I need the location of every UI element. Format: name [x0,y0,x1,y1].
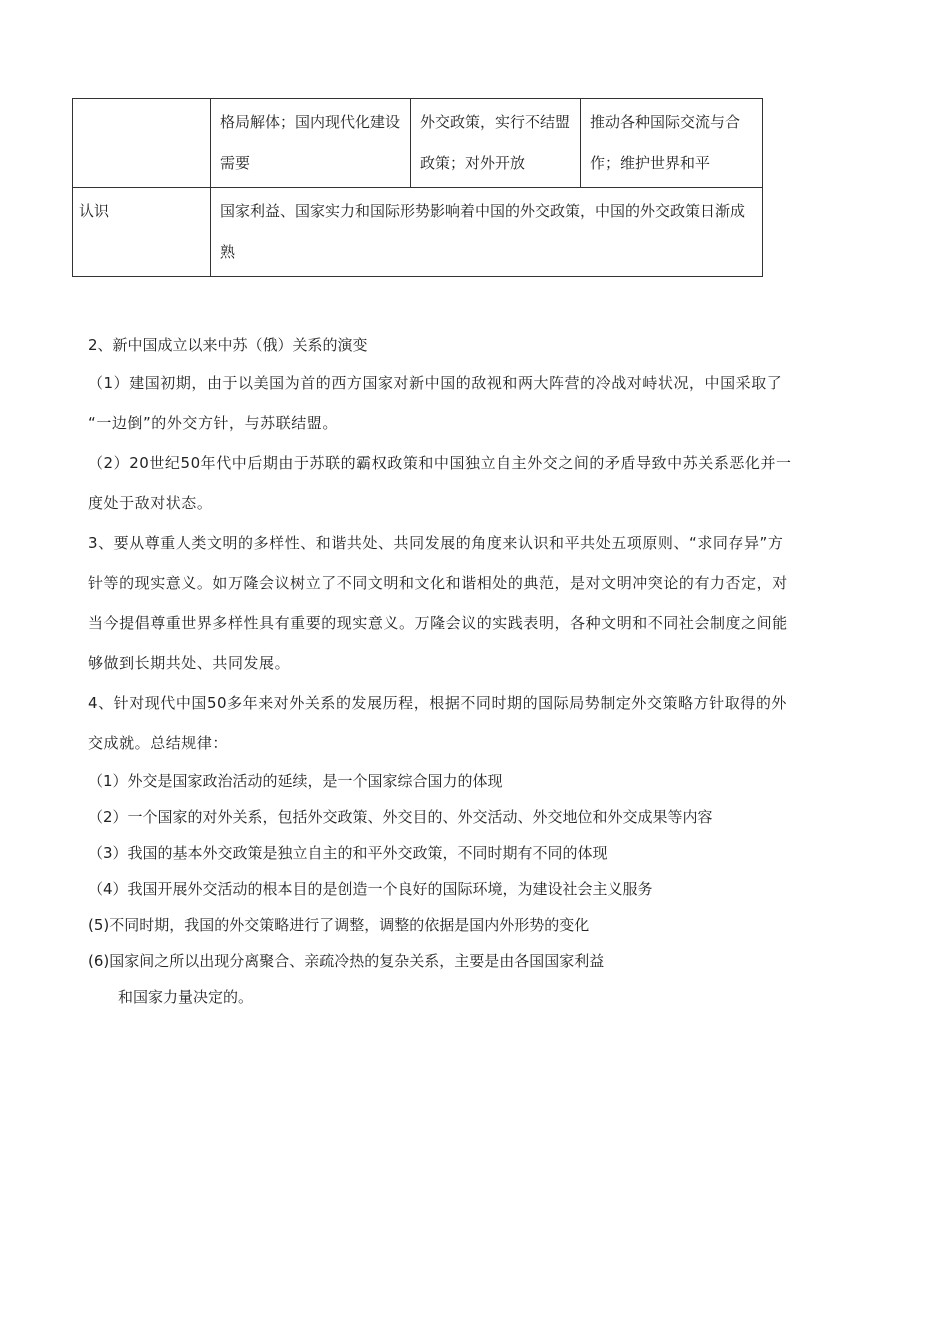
section-4-paragraph-line: 交成就。总结规律： [88,734,228,752]
table-cell: 国家利益、国家实力和国际形势影响着中国的外交政策，中国的外交政策日渐成熟 [211,188,763,277]
section-2-paragraph-line: （1）建国初期，由于以美国为首的西方国家对新中国的敌视和两大阵营的冷战对峙状况，中国采取了 [88,374,783,392]
table-row [73,99,763,188]
list-item: （2）一个国家的对外关系，包括外交政策、外交目的、外交活动、外交地位和外交成果等内容 [88,808,713,826]
list-item: （1）外交是国家政治活动的延续，是一个国家综合国力的体现 [88,772,503,790]
document-body [88,327,868,1015]
table-cell: 外交政策，实行不结盟政策；对外开放 [411,99,581,188]
table-row-label: 认识 [73,188,211,277]
list-item: (6)国家间之所以出现分离聚合、亲疏冷热的复杂关系，主要是由各国国家利益 [88,952,605,970]
table-cell: 格局解体；国内现代化建设需要 [211,99,411,188]
section-3-paragraph-line: 3、要从尊重人类文明的多样性、和谐共处、共同发展的角度来认识和平共处五项原则、“求同存异”方 [88,534,784,552]
list-item: (5)不同时期，我国的外交策略进行了调整，调整的依据是国内外形势的变化 [88,916,590,934]
section-2-paragraph-line: （2）20世纪50年代中后期由于苏联的霸权政策和中国独立自主外交之间的矛盾导致中苏关系恶化并一 [88,454,792,472]
table-cell: 推动各种国际交流与合作；维护世界和平 [581,99,763,188]
table-cell-empty [73,99,211,188]
section-2-paragraph-line: 度处于敌对状态。 [88,494,213,512]
table-row [73,188,763,277]
section-2-paragraph-line: “一边倒”的外交方针，与苏联结盟。 [88,414,338,432]
section-3-paragraph-line: 够做到长期共处、共同发展。 [88,654,291,672]
list-item-continuation: 和国家力量决定的。 [118,988,254,1006]
summary-table [72,98,763,277]
section-3-paragraph-line: 针等的现实意义。如万隆会议树立了不同文明和文化和谐相处的典范，是对文明冲突论的有力否定，对 [88,574,788,592]
list-item: （3）我国的基本外交政策是独立自主的和平外交政策，不同时期有不同的体现 [88,844,608,862]
section-3-paragraph-line: 当今提倡尊重世界多样性具有重要的现实意义。万隆会议的实践表明，各种文明和不同社会制度之间能 [88,614,788,632]
section-4-paragraph-line: 4、针对现代中国50多年来对外关系的发展历程，根据不同时期的国际局势制定外交策略方针取得的外 [88,694,787,712]
section-2-title: 2、新中国成立以来中苏（俄）关系的演变 [88,336,368,354]
list-item: （4）我国开展外交活动的根本目的是创造一个良好的国际环境，为建设社会主义服务 [88,880,653,898]
